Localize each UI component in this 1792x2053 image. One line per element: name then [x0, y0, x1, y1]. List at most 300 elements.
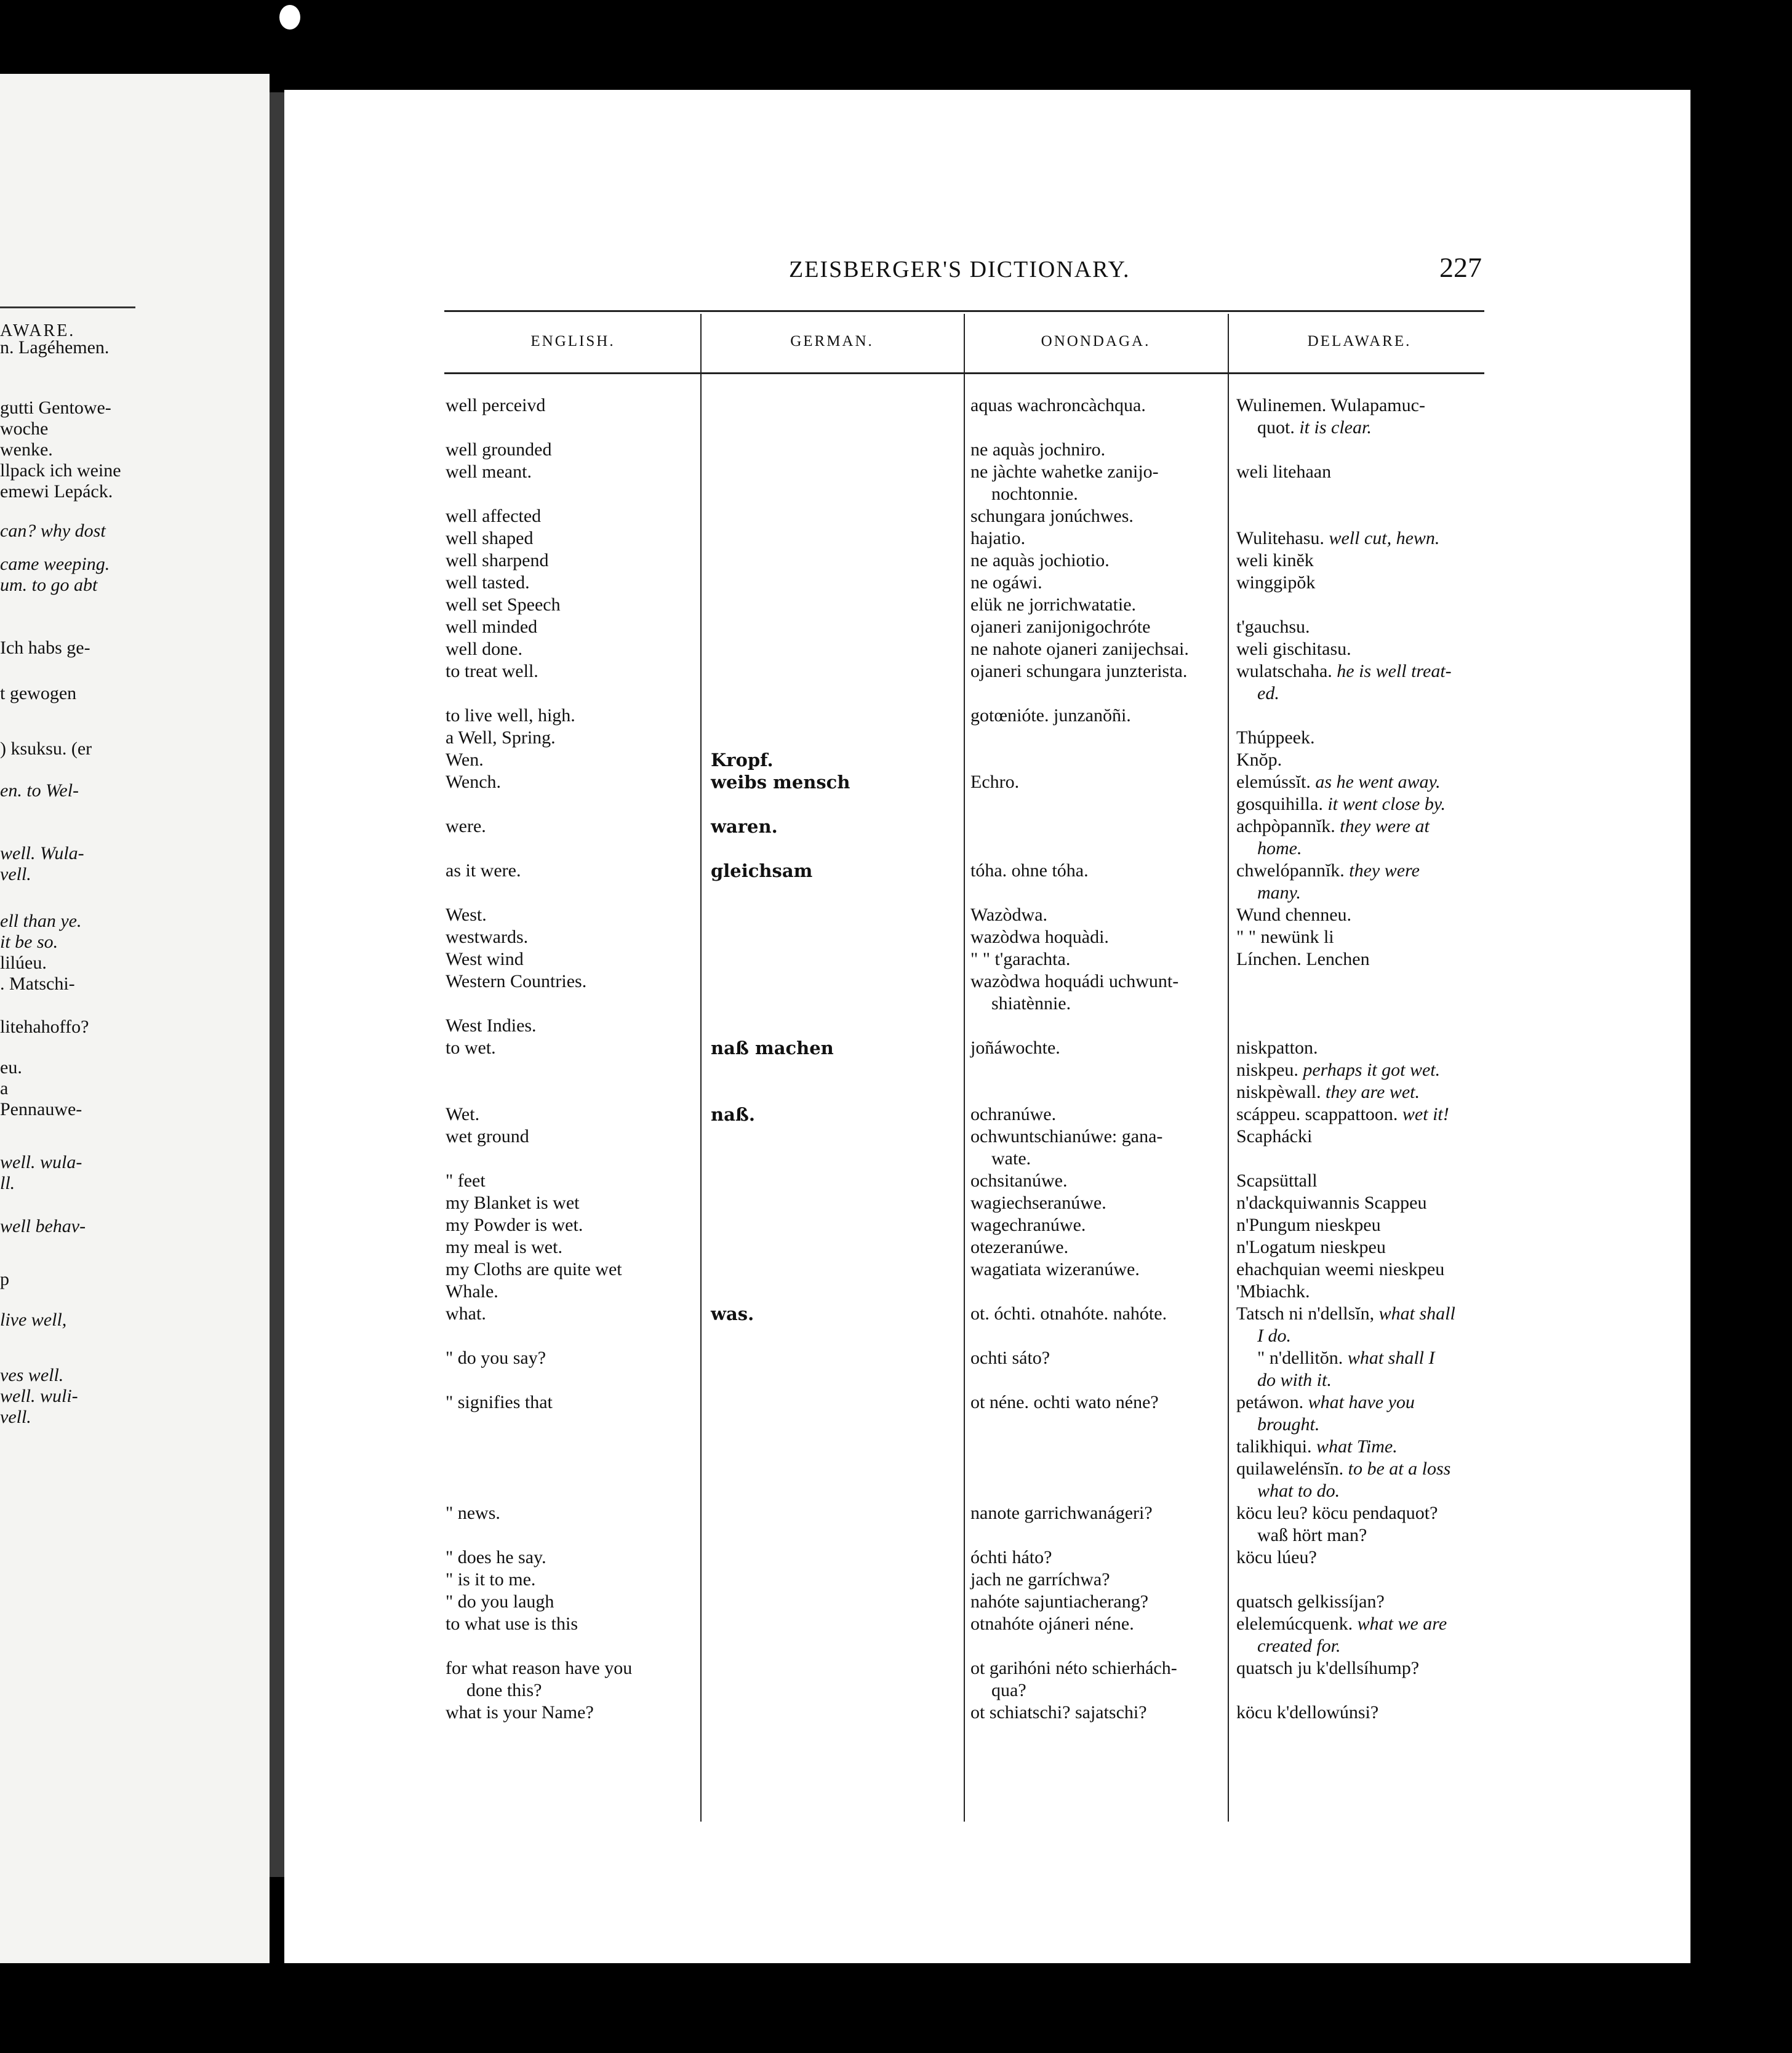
english-entry: [446, 1037, 496, 1059]
delaware-entry: [1236, 926, 1334, 948]
entry-text: wate.: [991, 1148, 1031, 1169]
left-page-line: can? why dost: [0, 521, 106, 541]
delaware-entry: [1236, 1192, 1427, 1214]
page-header: [284, 252, 1515, 293]
entry-text: Scapsüttall: [1236, 1171, 1318, 1191]
entry-text: Wulitehasu.: [1236, 528, 1324, 548]
entry-text: as it were.: [446, 860, 521, 881]
english-entry: [446, 1303, 486, 1325]
left-page-line: lilúeu.: [0, 953, 47, 973]
entry-text: ne aquàs jochniro.: [970, 439, 1106, 460]
english-entry: [446, 1281, 498, 1303]
entry-text: otnahóte ojáneri néne.: [970, 1614, 1134, 1634]
entry-text: Wazòdwa.: [970, 905, 1048, 925]
entry-text: ne ogáwi.: [970, 572, 1042, 593]
left-page-line: well. wuli-: [0, 1386, 78, 1406]
entry-text: well done.: [446, 639, 522, 659]
entry-gloss: what we are: [1353, 1614, 1447, 1634]
entry-text: Línchen. Lenchen: [1236, 949, 1370, 969]
onondaga-entry: [970, 1126, 1162, 1148]
english-entry: [446, 926, 528, 948]
english-entry: [446, 1103, 479, 1126]
english-entry: [446, 1192, 579, 1214]
german-entry: [711, 815, 778, 838]
entry-text: my Cloths are quite wet: [446, 1259, 622, 1279]
left-facing-page: [0, 74, 270, 1963]
onondaga-entry: [970, 1702, 1147, 1724]
entry-text: niskpèwall.: [1236, 1082, 1321, 1102]
entry-text: elük ne jorrichwatatie.: [970, 594, 1137, 615]
onondaga-entry: [970, 461, 1159, 483]
onondaga-entry: [970, 1657, 1177, 1679]
entry-text: ochsitanúwe.: [970, 1171, 1068, 1191]
entry-text: Wet.: [446, 1104, 480, 1124]
entry-text: well grounded: [446, 439, 552, 460]
entry-text: qua?: [991, 1680, 1026, 1700]
entry-text: quot.: [1257, 417, 1295, 438]
delaware-entry: [1236, 660, 1452, 682]
entry-text: Scaphácki: [1236, 1126, 1313, 1147]
entry-gloss: ed.: [1257, 683, 1279, 703]
entry-text: petáwon.: [1236, 1392, 1304, 1412]
english-entry: [446, 1126, 529, 1148]
entry-text: to what use is this: [446, 1614, 578, 1634]
english-entry: [446, 1569, 535, 1591]
delaware-entry: [1236, 417, 1372, 439]
entry-text: wagatiata wizeranúwe.: [970, 1259, 1140, 1279]
english-entry: [446, 1702, 594, 1724]
left-page-line: litehahoffo?: [0, 1017, 89, 1037]
left-page-line: it be so.: [0, 932, 58, 952]
english-entry: [446, 1391, 553, 1414]
entry-text: chwelópannĭk.: [1236, 860, 1345, 881]
onondaga-entry: [970, 1103, 1056, 1126]
scan-speck: [279, 5, 300, 30]
entry-text: weibs mensch: [711, 772, 850, 793]
entry-text: óchti háto?: [970, 1547, 1052, 1567]
entry-text: n'Pungum nieskpeu: [1236, 1215, 1381, 1235]
entry-text: Thúppeek.: [1236, 727, 1315, 748]
entry-text: hajatio.: [970, 528, 1026, 548]
entry-text: well perceivd: [446, 395, 546, 415]
onondaga-entry: [970, 1502, 1153, 1524]
left-page-line: ves well.: [0, 1365, 64, 1385]
left-page-line: p: [0, 1269, 9, 1289]
left-page-line: well. Wula-: [0, 843, 84, 863]
english-entry: [446, 705, 575, 727]
table-top-rule: [444, 310, 1484, 312]
english-entry: [446, 638, 522, 660]
onondaga-entry: [970, 926, 1109, 948]
english-entry: [446, 527, 533, 550]
onondaga-entry: [970, 948, 1070, 970]
entry-gloss: it is clear.: [1294, 417, 1372, 438]
entry-text: my meal is wet.: [446, 1237, 562, 1257]
entry-text: wet ground: [446, 1126, 529, 1147]
entry-text: ne jàchte wahetke zanijo-: [970, 462, 1159, 482]
entry-text: Tatsch ni n'dellsĭn,: [1236, 1303, 1375, 1324]
delaware-entry: [1236, 572, 1315, 594]
delaware-entry: [1236, 1391, 1415, 1414]
entry-text: ehachquian weemi nieskpeu: [1236, 1259, 1445, 1279]
entry-text: " feet: [446, 1171, 486, 1191]
entry-text: well meant.: [446, 462, 532, 482]
entry-text: wagiechseranúwe.: [970, 1193, 1106, 1213]
left-page-line: vell.: [0, 864, 31, 884]
german-entry: [711, 1103, 755, 1126]
entry-text: wazòdwa hoquàdi.: [970, 927, 1109, 947]
left-page-line: live well,: [0, 1310, 67, 1330]
english-entry: [446, 1591, 554, 1613]
entry-text: köcu k'dellowúnsi?: [1236, 1702, 1379, 1723]
entry-text: West.: [446, 905, 487, 925]
left-page-line: eu.: [0, 1057, 22, 1078]
delaware-entry: [1236, 1369, 1332, 1391]
left-page-line: well. wula-: [0, 1152, 82, 1172]
entry-text: well minded: [446, 617, 538, 637]
entry-text: nochtonnie.: [991, 484, 1078, 504]
entry-text: gotœnióte. junzanŏñi.: [970, 705, 1131, 726]
delaware-entry: [1236, 793, 1446, 815]
delaware-entry: [1236, 1524, 1367, 1547]
left-page-line: ) ksuksu. (er: [0, 738, 92, 759]
german-entry: [711, 860, 812, 882]
delaware-entry: [1236, 882, 1301, 904]
english-entry: [446, 394, 545, 417]
english-entry: [446, 815, 486, 838]
delaware-entry: [1236, 749, 1282, 771]
english-entry: [446, 1502, 500, 1524]
delaware-entry: [1236, 550, 1314, 572]
entry-text: nahóte sajuntiacherang?: [970, 1591, 1149, 1612]
entry-text: gleichsam: [711, 860, 813, 881]
entry-text: gosquihilla.: [1236, 794, 1323, 814]
entry-gloss: what shall I: [1343, 1348, 1435, 1368]
entry-text: joñáwochte.: [970, 1038, 1060, 1058]
delaware-entry: [1236, 1414, 1319, 1436]
entry-gloss: I do.: [1257, 1326, 1291, 1346]
entry-text: quatsch ju k'dellsíhump?: [1236, 1658, 1420, 1678]
onondaga-entry: [970, 550, 1110, 572]
entry-text: scáppeu. scappattoon.: [1236, 1104, 1398, 1124]
entry-text: quilawelénsĭn.: [1236, 1459, 1344, 1479]
entry-gloss: brought.: [1257, 1414, 1320, 1435]
english-entry: [446, 860, 521, 882]
column-divider-english-german: [700, 314, 702, 1822]
entry-gloss: home.: [1257, 838, 1302, 858]
english-entry: [446, 572, 530, 594]
german-entry: [711, 1037, 834, 1059]
delaware-entry: [1236, 948, 1370, 970]
entry-text: weli kinĕk: [1236, 550, 1314, 570]
entry-text: n'Logatum nieskpeu: [1236, 1237, 1386, 1257]
entry-text: köcu lúeu?: [1236, 1547, 1317, 1567]
german-entry: [711, 771, 850, 793]
entry-gloss: it went close by.: [1322, 794, 1446, 814]
onondaga-entry: [970, 1391, 1159, 1414]
left-page-line: ell than ye.: [0, 911, 82, 931]
english-entry: [446, 727, 556, 749]
left-page-line: t gewogen: [0, 683, 77, 703]
onondaga-entry: [970, 483, 1078, 505]
delaware-entry: [1236, 1059, 1440, 1081]
entry-text: my Powder is wet.: [446, 1215, 583, 1235]
onondaga-entry: [970, 616, 1150, 638]
entry-text: jach ne garríchwa?: [970, 1569, 1110, 1590]
entry-gloss: they were at: [1335, 816, 1430, 836]
entry-gloss: they were: [1344, 860, 1420, 881]
column-header-onondaga: ONONDAGA.: [1041, 333, 1151, 350]
onondaga-entry: [970, 970, 1178, 993]
left-page-line: ll.: [0, 1173, 15, 1193]
entry-text: my Blanket is wet: [446, 1193, 580, 1213]
column-header-english: ENGLISH.: [530, 333, 615, 350]
onondaga-entry: [970, 527, 1025, 550]
entry-text: Wench.: [446, 772, 502, 792]
entry-text: well shaped: [446, 528, 534, 548]
entry-text: " " newünk li: [1236, 927, 1334, 947]
delaware-entry: [1236, 1502, 1438, 1524]
english-entry: [446, 771, 501, 793]
left-page-rule: [0, 306, 135, 308]
delaware-entry: [1236, 1303, 1455, 1325]
entry-text: waren.: [711, 816, 778, 837]
delaware-entry: [1236, 616, 1310, 638]
entry-gloss: what have you: [1303, 1392, 1415, 1412]
onondaga-entry: [970, 1591, 1148, 1613]
delaware-entry: [1236, 904, 1351, 926]
left-page-line: emewi Lepáck.: [0, 481, 113, 502]
delaware-entry: [1236, 771, 1441, 793]
english-entry: [446, 749, 484, 771]
entry-text: Knŏp.: [1236, 750, 1282, 770]
entry-text: shiatènnie.: [991, 993, 1071, 1014]
entry-text: well tasted.: [446, 572, 530, 593]
left-page-line: a: [0, 1078, 9, 1099]
entry-gloss: what shall: [1374, 1303, 1455, 1324]
entry-text: ojaneri schungara junzterista.: [970, 661, 1188, 681]
english-entry: [446, 461, 532, 483]
english-entry: [446, 439, 551, 461]
onondaga-entry: [970, 1569, 1110, 1591]
entry-gloss: many.: [1257, 882, 1301, 903]
left-page-line: came weeping.: [0, 554, 110, 574]
onondaga-entry: [970, 1236, 1068, 1259]
left-page-line: llpack ich weine: [0, 460, 121, 481]
delaware-entry: [1236, 1436, 1398, 1458]
left-page-line: um. to go abt: [0, 575, 98, 595]
left-page-line: well behav-: [0, 1216, 86, 1236]
english-entry: [446, 1347, 546, 1369]
onondaga-entry: [970, 1192, 1106, 1214]
english-entry: [446, 948, 524, 970]
onondaga-entry: [970, 1259, 1140, 1281]
entry-text: ojaneri zanijonigochróte: [970, 617, 1151, 637]
entry-text: ne nahote ojaneri zanijechsai.: [970, 639, 1189, 659]
entry-text: 'Mbiachk.: [1236, 1281, 1310, 1302]
delaware-entry: [1236, 1281, 1310, 1303]
english-entry: [446, 550, 548, 572]
delaware-entry: [1236, 527, 1439, 550]
english-entry: [446, 904, 487, 926]
onondaga-entry: [970, 904, 1047, 926]
entry-text: was.: [711, 1303, 754, 1324]
english-entry: [446, 1679, 542, 1702]
entry-text: quatsch gelkissíjan?: [1236, 1591, 1385, 1612]
entry-text: niskpatton.: [1236, 1038, 1318, 1058]
entry-text: n'dackquiwannis Scappeu: [1236, 1193, 1427, 1213]
onondaga-entry: [970, 572, 1042, 594]
column-header-delaware: DELAWARE.: [1307, 333, 1412, 350]
onondaga-entry: [970, 1303, 1167, 1325]
entry-text: " does he say.: [446, 1547, 546, 1567]
entry-text: tóha. ohne tóha.: [970, 860, 1089, 881]
entry-gloss: as he went away.: [1310, 772, 1441, 792]
entry-text: t'gauchsu.: [1236, 617, 1310, 637]
onondaga-entry: [970, 705, 1131, 727]
entry-gloss: they are wet.: [1321, 1082, 1420, 1102]
entry-text: what is your Name?: [446, 1702, 594, 1723]
entry-text: well set Speech: [446, 594, 561, 615]
delaware-entry: [1236, 1126, 1312, 1148]
entry-text: ochranúwe.: [970, 1104, 1057, 1124]
left-page-column-head: AWARE.: [0, 321, 76, 340]
entry-gloss: do with it.: [1257, 1370, 1332, 1390]
column-divider-onondaga-delaware: [1228, 314, 1229, 1822]
entry-text: ot garihóni néto schierhách-: [970, 1658, 1177, 1678]
entry-text: " news.: [446, 1503, 500, 1523]
entry-text: aquas wachroncàchqua.: [970, 395, 1146, 415]
entry-text: elemússĭt.: [1236, 772, 1311, 792]
entry-text: otezeranúwe.: [970, 1237, 1069, 1257]
entry-text: West Indies.: [446, 1015, 537, 1036]
entry-gloss: wet it!: [1398, 1104, 1449, 1124]
onondaga-entry: [970, 660, 1187, 682]
delaware-entry: [1236, 1547, 1317, 1569]
entry-text: talikhiqui.: [1236, 1436, 1312, 1457]
entry-text: to wet.: [446, 1038, 496, 1058]
english-entry: [446, 1259, 622, 1281]
delaware-entry: [1236, 1613, 1447, 1635]
english-entry: [446, 1236, 562, 1259]
onondaga-entry: [970, 394, 1146, 417]
onondaga-entry: [970, 594, 1136, 616]
onondaga-entry: [970, 1547, 1052, 1569]
delaware-entry: [1236, 1635, 1341, 1657]
left-page-line: en. to Wel-: [0, 780, 79, 801]
entry-gloss: he is well treat-: [1332, 661, 1452, 681]
entry-text: wulatschaha.: [1236, 661, 1332, 681]
entry-gloss: well cut, hewn.: [1324, 528, 1440, 548]
delaware-entry: [1236, 1103, 1449, 1126]
entry-gloss: created for.: [1257, 1636, 1341, 1656]
delaware-entry: [1236, 1702, 1378, 1724]
entry-text: Whale.: [446, 1281, 498, 1302]
entry-text: " " t'garachta.: [970, 949, 1071, 969]
entry-text: ochwuntschianúwe: gana-: [970, 1126, 1163, 1147]
entry-text: Echro.: [970, 772, 1020, 792]
english-entry: [446, 1170, 486, 1192]
delaware-entry: [1236, 815, 1430, 838]
entry-text: for what reason have you: [446, 1658, 633, 1678]
entry-text: nanote garrichwanágeri?: [970, 1503, 1153, 1523]
entry-text: winggipŏk: [1236, 572, 1316, 593]
entry-text: done this?: [466, 1680, 542, 1700]
onondaga-entry: [970, 439, 1105, 461]
entry-text: wazòdwa hoquádi uchwunt-: [970, 971, 1179, 991]
delaware-entry: [1236, 1214, 1381, 1236]
delaware-entry: [1236, 682, 1279, 705]
entry-text: schungara jonúchwes.: [970, 506, 1134, 526]
onondaga-entry: [970, 993, 1071, 1015]
entry-gloss: perhaps it got wet.: [1298, 1060, 1441, 1080]
delaware-entry: [1236, 1591, 1385, 1613]
entry-text: naß machen: [711, 1038, 834, 1059]
entry-text: " n'dellitŏn.: [1257, 1348, 1343, 1368]
entry-text: elelemúcquenk.: [1236, 1614, 1353, 1634]
delaware-entry: [1236, 1657, 1419, 1679]
entry-text: ochti sáto?: [970, 1348, 1050, 1368]
delaware-entry: [1236, 1081, 1420, 1103]
delaware-entry: [1236, 1037, 1318, 1059]
entry-text: were.: [446, 816, 486, 836]
running-title: ZEISBERGER'S DICTIONARY.: [789, 257, 1130, 282]
entry-text: West wind: [446, 949, 524, 969]
onondaga-entry: [970, 771, 1019, 793]
entry-text: " do you laugh: [446, 1591, 554, 1612]
page-number: 227: [1439, 252, 1482, 283]
entry-text: ot schiatschi? sajatschi?: [970, 1702, 1147, 1723]
delaware-entry: [1236, 1236, 1386, 1259]
onondaga-entry: [970, 638, 1189, 660]
entry-text: wagechranúwe.: [970, 1215, 1086, 1235]
delaware-entry: [1236, 394, 1425, 417]
entry-gloss: to be at a loss: [1343, 1459, 1451, 1479]
entry-text: to treat well.: [446, 661, 538, 681]
left-page-line: n. Lagéhemen.: [0, 337, 110, 358]
english-entry: [446, 970, 586, 993]
delaware-entry: [1236, 1458, 1450, 1480]
onondaga-entry: [970, 1679, 1026, 1702]
entry-text: well sharpend: [446, 550, 549, 570]
english-entry: [446, 1657, 632, 1679]
entry-text: Kropf.: [711, 750, 774, 770]
english-entry: [446, 660, 538, 682]
delaware-entry: [1236, 860, 1420, 882]
german-entry: [711, 1303, 754, 1325]
delaware-entry: [1236, 727, 1314, 749]
delaware-entry: [1236, 1325, 1291, 1347]
entry-text: ot néne. ochti wato néne?: [970, 1392, 1159, 1412]
english-entry: [446, 616, 537, 638]
english-entry: [446, 594, 561, 616]
english-entry: [446, 1015, 537, 1037]
entry-text: Wen.: [446, 750, 484, 770]
german-entry: [711, 749, 774, 771]
english-entry: [446, 505, 541, 527]
entry-text: ot. óchti. otnahóte. nahóte.: [970, 1303, 1167, 1324]
delaware-entry: [1236, 1259, 1444, 1281]
left-page-line: Ich habs ge-: [0, 638, 90, 658]
left-page-line: . Matschi-: [0, 974, 75, 994]
entry-text: to live well, high.: [446, 705, 575, 726]
entry-text: achpòpannĭk.: [1236, 816, 1335, 836]
english-entry: [446, 1613, 578, 1635]
entry-text: weli litehaan: [1236, 462, 1332, 482]
onondaga-entry: [970, 505, 1134, 527]
onondaga-entry: [970, 1148, 1031, 1170]
entry-text: köcu leu? köcu pendaquot?: [1236, 1503, 1438, 1523]
